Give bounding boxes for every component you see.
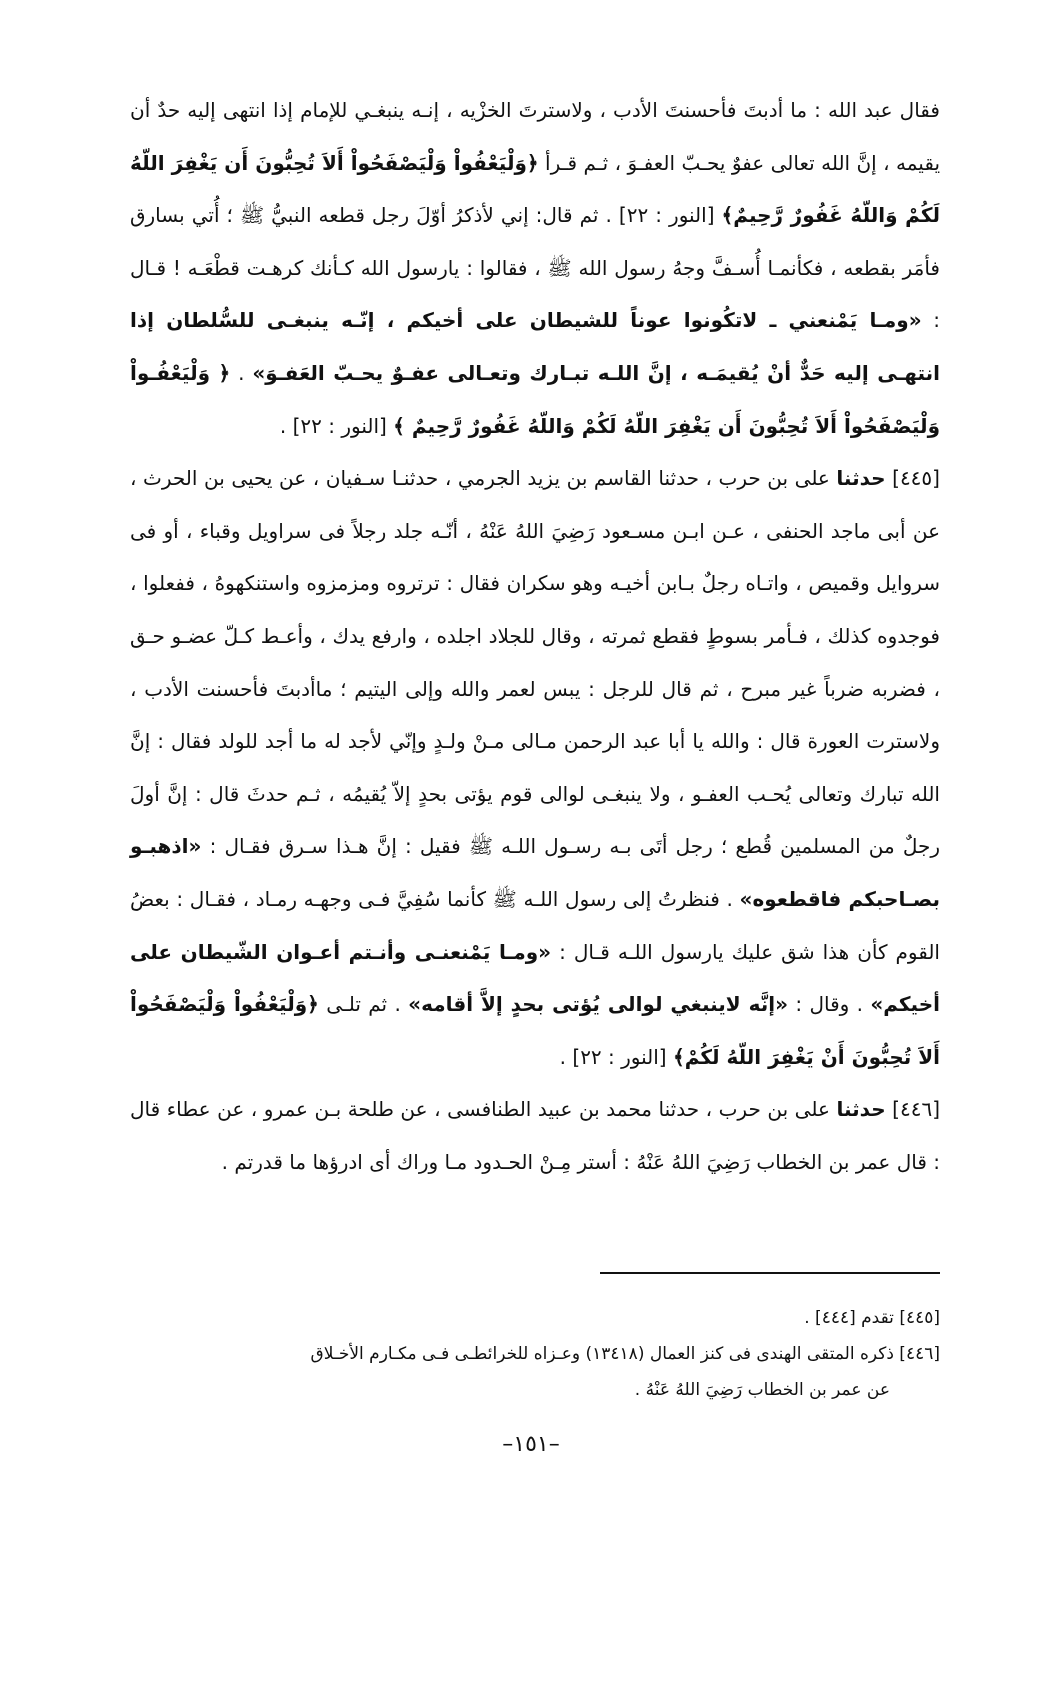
bold-text: «ومـا يَمْنعني ـ لاتكُونوا عوناً للشيطان على أخيكم ، إنّـه ينبغـى للسُّلطان إذا انتهـى إليه حَدٌّ أنْ يُقيمَـه ، إنَّ اللـه تبـارك وتعـالى عفـوٌ يحـبّ العَفـوَ» xyxy=(130,308,940,385)
text-run: [النور : ٢٢] . xyxy=(559,1044,673,1069)
text-run: على بن حرب ، حدثنا القاسم بن يزيد الجرمي ، حدثنـا سـفيان ، عن يحيى بن الحرث ، عن أبى ماجد الحنفى ، عـن ابـن مسـعود رَضِيَ اللهُ عَنْهُ ، أنّـه جلد رجلاً فى سراويل وقباء ، أو فى سروايل وقميص ، واتـاه رجلٌ بـابن أخيـه وهو سكران فقال : ترتروه ومزمزوه واستنكهوهُ ، ففعلوا ، فوجدوه كذلك ، فـأمر بسوطٍ فقطع ثمرته ، وقال للجلاد اجلده ، وارفع يدك ، وأعـط كـلّ عضـو حـق ، فضربه ضرباً غير مبرح ، ثم قال للرجل : يبس لعمر والله وإلى اليتيم ؛ ماأدبتَ فأحسنت الأدب ، ولاسترت العورة قال : والله يا أبا عبد الرحمن مـالى مـنْ ولـدٍ وإنّي لأجد له ما أجد للولد فقال : إنَّ الله تبارك وتعالى يُحـب العفـو ، ولا ينبغـى لوالى قوم يؤتى بحدٍ إلاّ يُقيمُه ، ثـم حدثَ قال : إنَّ أولَ رجلٌ من المسلمين قُطع ؛ رجل أتَى بـه رسـول اللـه ﷺ فقيل : إنَّ هـذا سـرق فقـال : xyxy=(130,466,940,859)
text-run: . ثم تلـى xyxy=(318,992,409,1017)
footnote-divider xyxy=(600,1272,940,1274)
bold-text: «اذهبـو بصـاحبكم فاقطعوه» xyxy=(130,834,941,911)
paragraph-1 xyxy=(130,84,940,452)
paragraph-445 xyxy=(130,452,940,1083)
text-run: [٤٤٥] xyxy=(885,466,940,491)
text-run: [٤٤٦] xyxy=(885,1097,940,1122)
bold-text: «إنَّه لاينبغي لوالى يُؤتى بحدٍ إلاَّ أقامه» xyxy=(408,992,789,1017)
quran-verse: ﴿وَلْيَعْفُواْ وَلْيَصْفَحُواْ أَلاَ تُحِبُّونَ أَن يَغْفِرَ اللّهُ لَكُمْ وَاللّهُ غَفُورٌ رَّحِيمٌ﴾ xyxy=(130,150,940,228)
paragraph-446 xyxy=(130,1083,940,1188)
bold-text: حدثنا xyxy=(836,1097,886,1122)
text-run: فقال عبد الله : ما أدبتَ فأحسنتَ الأدب ، ولاسترتَ الخزْيه ، إنـه ينبغـي للإمام إذا انتهى إليه حدٌ أن يقيمه ، إنَّ الله تعالى عفوٌ يحـبّ العفـوَ ، ثـم قـرأ xyxy=(130,98,941,175)
text-run: . وقال : xyxy=(788,992,871,1017)
footnote-445: [٤٤٥] تقدم [٤٤٤] . xyxy=(804,1308,940,1328)
text-run: . xyxy=(230,360,253,385)
bold-text: «ومـا يَمْنعنـى وأنـتم أعـوان الشّيطان على أخيكم» xyxy=(130,939,940,1017)
quran-verse: ﴿ وَلْيَعْفُـواْ وَلْيَصْفَحُواْ أَلاَ تُحِبُّونَ أَن يَغْفِرَ اللّهُ لَكُمْ وَاللّهُ غَفُورٌ رَّحِيمٌ ﴾ xyxy=(130,360,940,438)
text-run: على بن حرب ، حدثنا محمد بن عبيد الطنافسى ، عن طلحة بـن عمرو ، عن عطاء قال : قال عمر بن الخطاب رَضِيَ اللهُ عَنْهُ : أستر مِـنْ الحـدود مـا وراك أى ادرؤها ما قدرتم . xyxy=(130,1097,940,1174)
text-run: [النور : ٢٢] . ثم قال: إني لأذكرُ أوّلَ رجل قطعه النبيُّ ﷺ ؛ أُتي بسارق فأمَر بقطعه ، فكأنمـا أُسـفَّ وجهُ رسول الله ﷺ ، فقالوا : يارسول الله كـأنك كرهـت قطْعَـه ! قـال : xyxy=(130,203,940,333)
text-run: . فنظرتُ إلى رسول اللـه ﷺ كأنما سُفِيَّ فـى وجهـه رمـاد ، فقـال : بعضُ القوم كأن هذا شق عليك يارسول اللـه قـال : xyxy=(130,886,940,964)
footnote-446: [٤٤٦] ذكره المتقى الهندى فى كنز العمال (١٣٤١٨) وعـزاه للخرائطـى فـى مكـارم الأخـلاق xyxy=(310,1344,940,1364)
footnote-446-continuation: عن عمر بن الخطاب رَضِيَ اللهُ عَنْهُ . xyxy=(634,1380,890,1400)
page-number: –١٥١– xyxy=(502,1432,560,1457)
footnotes xyxy=(130,1300,940,1408)
main-text xyxy=(130,84,940,1188)
quran-verse: ﴿وَلْيَعْفُواْ وَلْيَصْفَحُواْ أَلاَ تُحِبُّونَ أَنْ يَغْفِرَ اللّهُ لَكُمْ﴾ xyxy=(130,992,940,1069)
bold-text: حدثنا xyxy=(836,466,886,491)
text-run: [النور : ٢٢] . xyxy=(279,413,394,438)
